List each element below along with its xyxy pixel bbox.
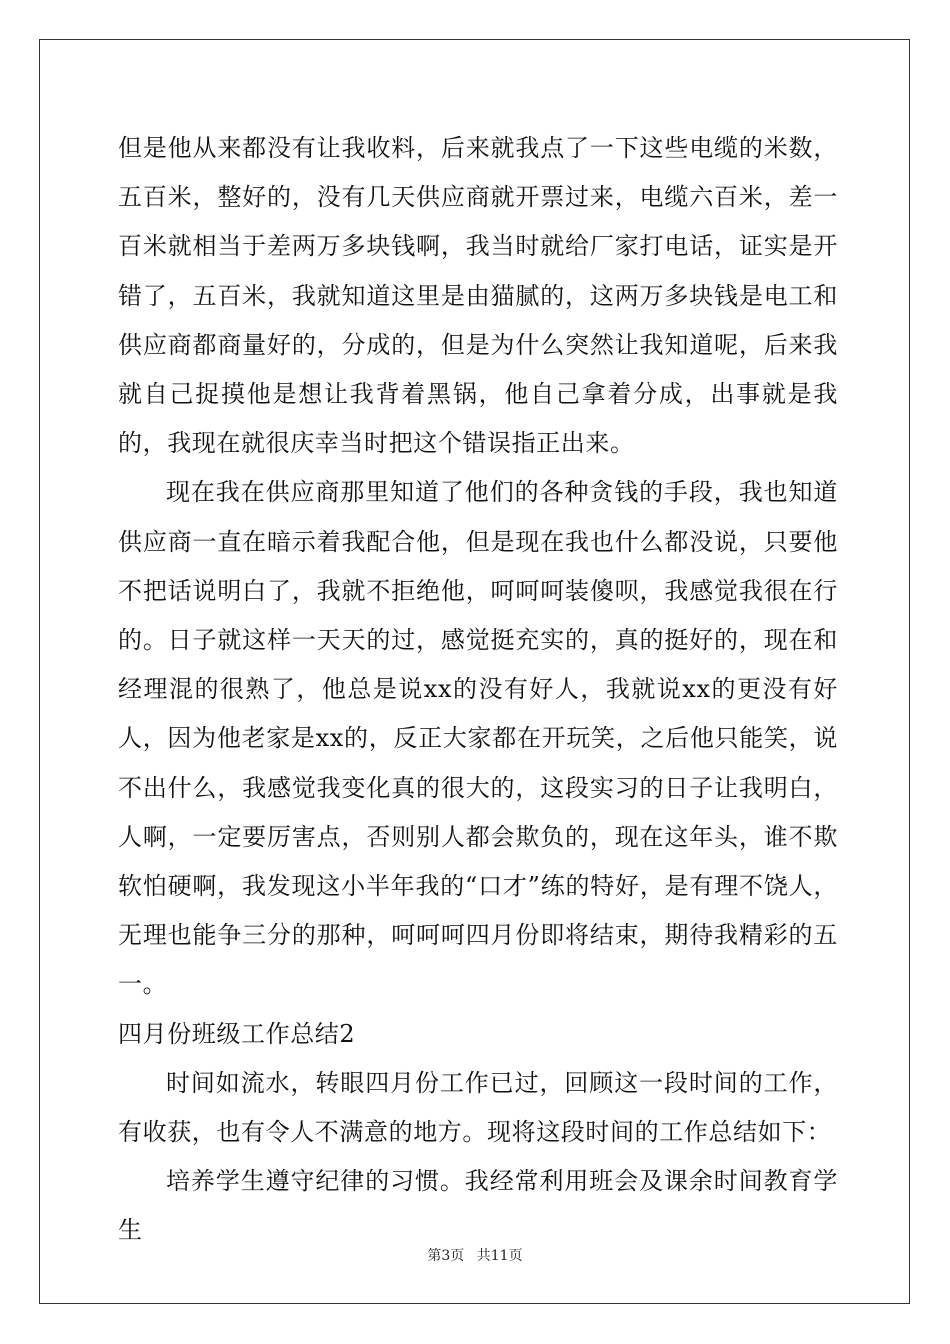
paragraph-discipline: 培养学生遵守纪律的习惯。我经常利用班会及课余时间教育学生	[118, 1167, 838, 1245]
paragraph-continuation: 但是他从来都没有让我收料，后来就我点了一下这些电缆的米数，五百米，整好的，没有几天供应商就开票过来，电缆六百米，差一百米就相当于差两万多块钱啊，我当时就给厂家打电话，证实是开错了，五百米，我就知道这里是由猫腻的，这两万多块钱是电工和供应商都商量好的，分成的，但是为什么突然让我知道呢，后来我就自己捉摸他是想让我背着黑锅，他自己拿着分成，出事就是我的，我现在就很庆幸当时把这个错误指正出来。	[118, 134, 838, 458]
section-heading: 四月份班级工作总结2	[118, 1019, 356, 1048]
paragraph-supplier: 现在我在供应商那里知道了他们的各种贪钱的手段，我也知道供应商一直在暗示着我配合他，但是现在我也什么都没说，只要他不把话说明白了，我就不拒绝他，呵呵呵装傻呗，我感觉我很在行的。日子就这样一天天的过，感觉挺充实的，真的挺好的，现在和经理混的很熟了，他总是说xx的没有好人，我就说xx的更没有好人，因为他老家是xx的，反正大家都在开玩笑，之后他只能笑，说不出什么，我感觉我变化真的很大的，这段实习的日子让我明白，人啊，一定要厉害点，否则别人都会欺负的，现在这年头，谁不欺软怕硬啊，我发现这小半年我的“口才”练的特好，是有理不饶人，无理也能争三分的那种，呵呵呵四月份即将结束，期待我精彩的五一。	[118, 478, 838, 999]
page-footer	[0, 1245, 950, 1265]
page-total: 共11页	[476, 1248, 523, 1264]
page-number: 第3页	[427, 1248, 465, 1264]
document-body	[118, 124, 838, 1256]
paragraph-intro: 时间如流水，转眼四月份工作已过，回顾这一段时间的工作，有收获，也有令人不满意的地方。现将这段时间的工作总结如下：	[118, 1068, 838, 1147]
